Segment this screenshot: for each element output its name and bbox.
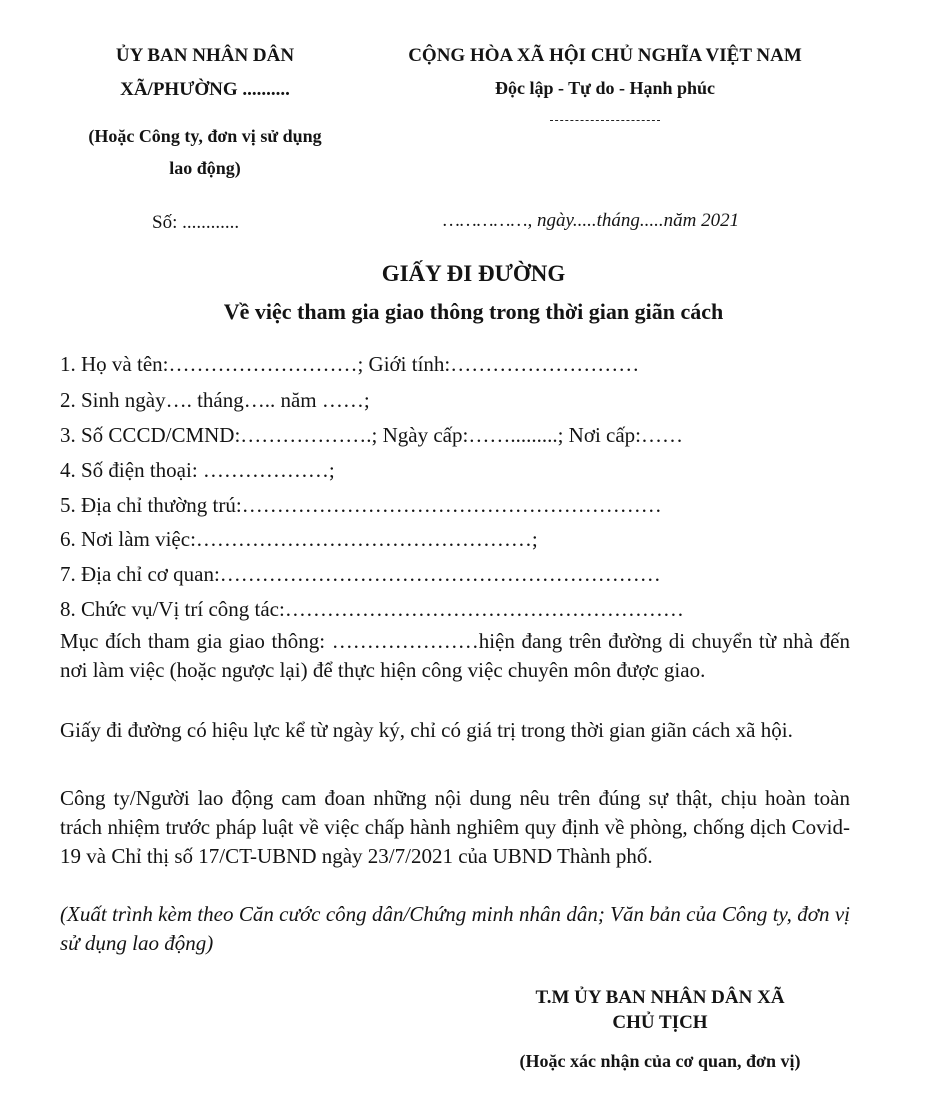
- document-title: GIẤY ĐI ĐƯỜNG: [381, 261, 566, 286]
- field-position: 8. Chức vụ/Vị trí công tác:…………………………………………………: [60, 597, 684, 621]
- field-office-address: 7. Địa chỉ cơ quan:………………………………………………………: [60, 562, 661, 586]
- issuer-alternative-line1: (Hoặc Công ty, đơn vị sử dụng: [88, 126, 322, 146]
- document-number: Số: ............: [152, 212, 240, 233]
- field-phone: 4. Số điện thoại: ………………;: [60, 458, 335, 482]
- field-id-card: 3. Số CCCD/CMND:……………….; Ngày cấp:…….........; Nơi cấp:……: [60, 423, 684, 447]
- field-workplace: 6. Nơi làm việc:…………………………………………;: [60, 527, 538, 551]
- issuer-ward: XÃ/PHƯỜNG ..........: [120, 79, 290, 100]
- national-title: CỘNG HÒA XÃ HỘI CHỦ NGHĨA VIỆT NAM: [408, 45, 802, 66]
- attachment-note: (Xuất trình kèm theo Căn cước công dân/Chứng minh nhân dân; Văn bản của Công ty, đơn vị sử dụng lao động): [60, 902, 850, 955]
- issuer-alternative-line2: lao động): [169, 158, 241, 178]
- signature-authority: T.M ỦY BAN NHÂN DÂN XÃ: [535, 987, 785, 1008]
- validity-paragraph: Giấy đi đường có hiệu lực kể từ ngày ký, chỉ có giá trị trong thời gian giãn cách xã hội.: [60, 718, 793, 742]
- purpose-paragraph: Mục đích tham gia giao thông: …………………hiện đang trên đường di chuyển từ nhà đến nơi làm việc (hoặc ngược lại) để thực hiện công việc chuyên môn được giao.: [60, 629, 850, 682]
- motto-underline: [550, 120, 660, 121]
- issue-date: ……………, ngày.....tháng.....năm 2021: [443, 210, 740, 231]
- field-permanent-address: 5. Địa chỉ thường trú:……………………………………………………: [60, 493, 662, 517]
- field-date-of-birth: 2. Sinh ngày…. tháng….. năm ……;: [60, 388, 370, 412]
- signature-alternative: (Hoặc xác nhận của cơ quan, đơn vị): [519, 1051, 801, 1071]
- field-full-name: 1. Họ và tên:………………………; Giới tính:………………………: [60, 352, 640, 376]
- signature-title: CHỦ TỊCH: [612, 1012, 708, 1033]
- issuer-authority: ỦY BAN NHÂN DÂN: [115, 45, 295, 66]
- national-motto: Độc lập - Tự do - Hạnh phúc: [494, 78, 716, 98]
- commitment-paragraph: Công ty/Người lao động cam đoan những nội dung nêu trên đúng sự thật, chịu hoàn toàn trách nhiệm trước pháp luật về việc chấp hành nghiêm quy định về phòng, chống dịch Covid-19 và Chỉ thị số 17/CT-UBND ngày 23/7/2021 của UBND Thành phố.: [60, 786, 850, 868]
- document-subtitle: Về việc tham gia giao thông trong thời gian giãn cách: [223, 299, 724, 324]
